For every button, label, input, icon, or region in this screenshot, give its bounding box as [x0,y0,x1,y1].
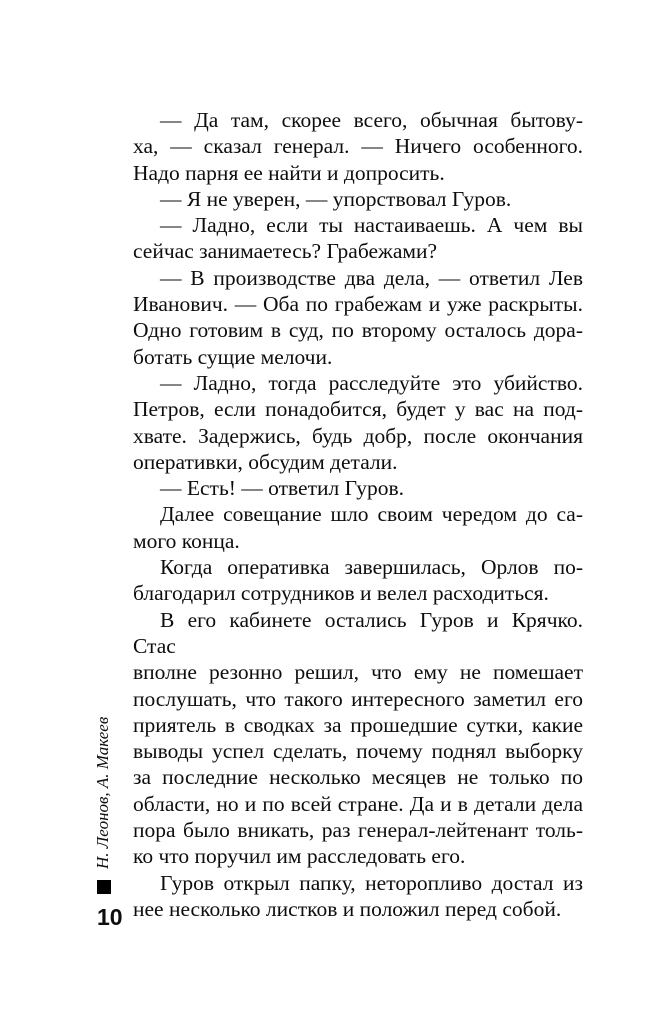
authors-vertical-label: Н. Леонов, А. Макеев [93,716,112,869]
paragraph [133,554,583,607]
paragraph [133,186,583,212]
text-line: Надо парня ее найти и допросить. [133,160,445,185]
text-line: — Да там, скорее всего, обычная бытову- [160,108,583,132]
text-line: В его кабинете остались Гуров и Крячко. Стас [133,607,583,658]
series-square-icon [97,880,111,894]
text-line: Когда оперативка завершилась, Орлов по- [160,555,583,580]
text-line: оперативки, обсудим детали. [133,449,398,474]
text-line: ха, — сказал генерал. — Ничего особенного. [133,134,583,159]
paragraph [133,870,583,923]
paragraph [133,107,583,186]
text-line: ко что поручил им расследовать его. [133,844,466,869]
paragraph [133,212,583,265]
text-line: Петров, если понадобится, будет у вас на под- [133,397,583,422]
paragraph [133,607,583,870]
paragraph [133,501,583,554]
text-line: послушать, что такого интересного заметил его [133,686,583,711]
text-line: — В производстве два дела, — ответил Лев [160,265,583,290]
text-line: — Я не уверен, — упорствовал Гуров. [160,186,512,211]
paragraph [133,370,583,475]
text-line: Одно готовим в суд, по второму осталось дора- [133,318,583,343]
text-line: Иванович. — Оба по грабежам и уже раскрыты. [133,292,583,317]
text-line: сейчас занимаетесь? Грабежами? [133,239,438,264]
text-line: приятель в сводках за прошедшие сутки, какие [133,712,583,737]
text-line: пора было вникать, раз генерал-лейтенант толь- [133,818,583,843]
page-number: 10 [97,904,123,930]
text-line: выводы успел сделать, почему поднял выборку [133,739,583,764]
page-text [133,107,583,922]
text-line: области, но и по всей стране. Да и в детали дела [133,791,583,816]
text-line: нее несколько листков и положил перед собой. [133,896,562,921]
text-line: — Ладно, если ты настаиваешь. А чем вы [160,213,583,238]
text-line: за последние несколько месяцев не только по [133,765,583,790]
text-line: мого конца. [133,528,240,553]
text-line: Далее совещание шло своим чередом до са- [160,502,583,527]
paragraph [133,475,583,501]
paragraph [133,265,583,370]
text-line: хвате. Задержись, будь добр, после окончания [133,423,583,448]
text-line: — Есть! — ответил Гуров. [160,476,404,501]
text-line: ботать сущие мелочи. [133,344,333,369]
text-line: Гуров открыл папку, неторопливо достал из [160,870,583,895]
text-line: вполне резонно решил, что ему не помешает [133,660,583,685]
text-line: благодарил сотрудников и велел расходиться. [133,581,549,606]
text-line: — Ладно, тогда расследуйте это убийство. [160,370,583,395]
